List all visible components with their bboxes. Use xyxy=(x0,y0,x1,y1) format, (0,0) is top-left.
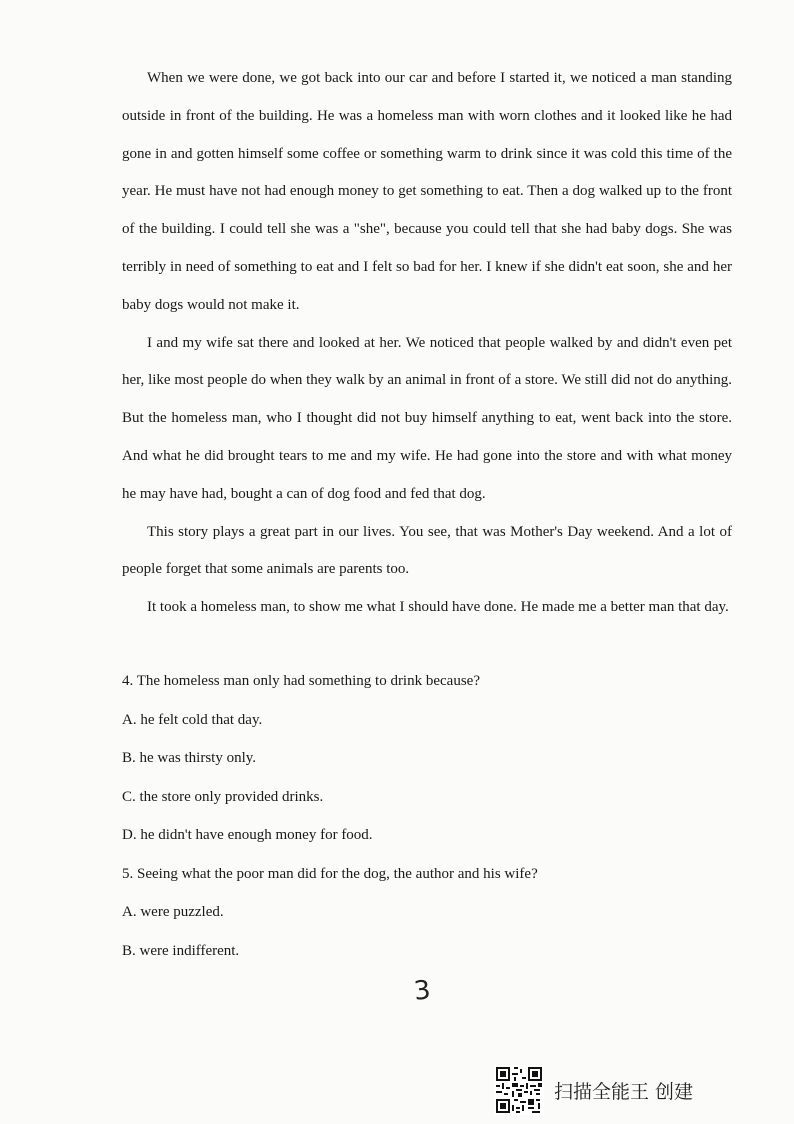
question-5-option-b: B. were indifferent. xyxy=(122,942,240,959)
passage-paragraph-3: This story plays a great part in our lives. You see, that was Mother's Day weekend. And a lot of people forget that some animals are parents too. xyxy=(122,523,732,578)
question-4-stem: 4. The homeless man only had something to drink because? xyxy=(122,673,480,689)
scanner-watermark xyxy=(494,1064,693,1116)
passage-paragraph-2: I and my wife sat there and looked at her. We noticed that people walked by and didn't even pet her, like most people do when they walk by an animal in front of a store. We still did not do anything. But the homeless man, who I thought did not buy himself anything to eat, went back into the store. And what he did brought tears to me and my wife. He had gone into the store and with what money he may have had, bought a can of dog food and fed that dog. xyxy=(122,334,732,502)
scanner-app-label: 扫描全能王 创建 xyxy=(554,1080,694,1103)
question-4-option-b: B. he was thirsty only. xyxy=(122,750,257,766)
questions-section xyxy=(122,662,732,970)
question-5-stem: 5. Seeing what the poor man did for the dog, the author and his wife? xyxy=(122,865,538,882)
passage-paragraph-1: When we were done, we got back into our car and before I started it, we noticed a man standing outside in front of the building. He was a homeless man with worn clothes and it looked like he had gone in and gotten himself some coffee or something warm to drink since it was cold this time of the year. He must have not had enough money to get something to eat. Then a dog walked up to the front of the building. I could tell she was a "she", because you could tell that she had baby dogs. She was terribly in need of something to eat and I felt so bad for her. I knew if she didn't eat soon, she and her baby dogs would not make it. xyxy=(122,70,732,313)
question-4-option-a: A. he felt cold that day. xyxy=(122,711,263,728)
qr-code-icon xyxy=(494,1065,544,1115)
question-4-option-c: C. the store only provided drinks. xyxy=(122,788,324,805)
question-4-option-d: D. he didn't have enough money for food. xyxy=(122,827,373,843)
passage-paragraph-4: It took a homeless man, to show me what I should have done. He made me a better man that day. xyxy=(147,599,729,616)
reading-passage xyxy=(122,60,732,627)
question-5-option-a: A. were puzzled. xyxy=(122,904,224,920)
page-number: 3 xyxy=(412,975,433,1007)
